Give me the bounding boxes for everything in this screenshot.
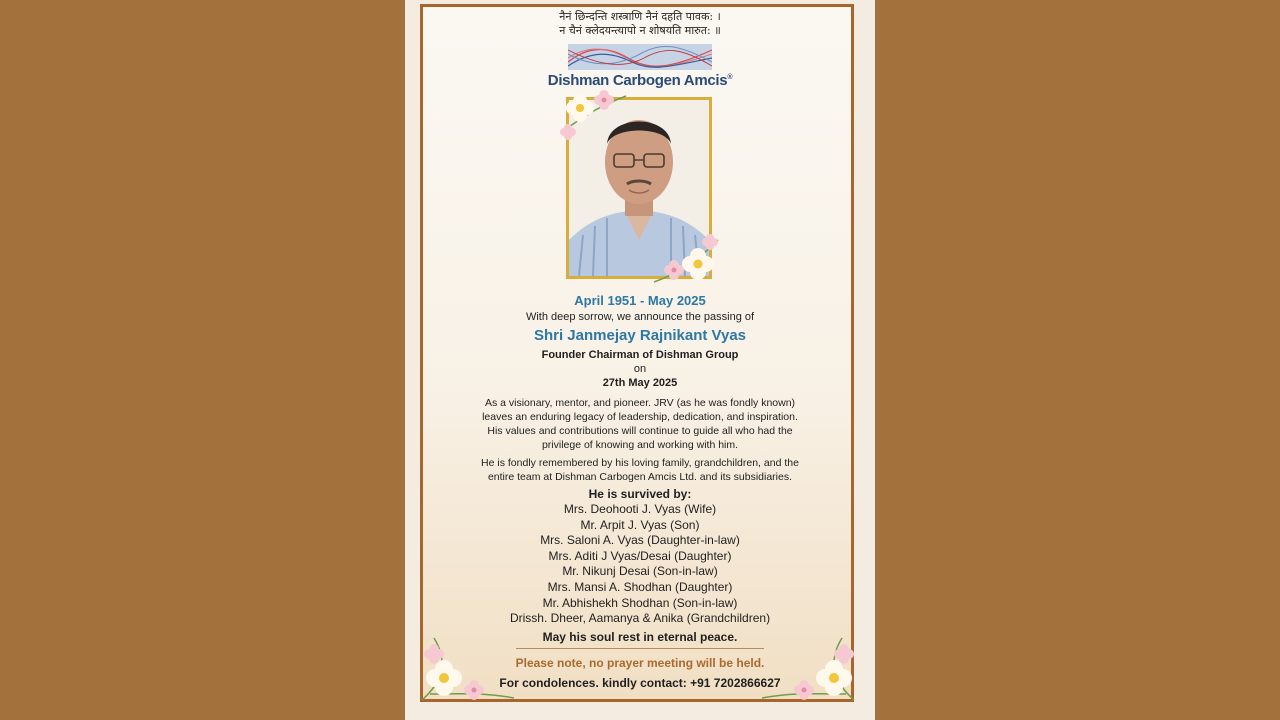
list-item: Mr. Abhishekh Shodhan (Son-in-law): [542, 595, 738, 610]
registered-mark: ®: [727, 74, 733, 81]
remembrance-line-1: He is fondly remembered by his loving family, grandchildren, and the: [481, 457, 799, 469]
list-item: Mrs. Aditi J Vyas/Desai (Daughter): [548, 548, 732, 563]
remembrance-paragraph: [0, 456, 1280, 484]
divider: [516, 648, 764, 649]
flower-decoration-icon: [652, 230, 722, 288]
condolence-contact: For condolences. kindly contact: +91 7202866627: [499, 676, 781, 690]
list-item: Mr. Arpit J. Vyas (Son): [580, 517, 700, 532]
legacy-line-4: privilege of knowing and working with him.: [541, 439, 739, 451]
legacy-line-2: leaves an enduring legacy of leadership, dedication, and inspiration.: [482, 411, 798, 423]
flower-decoration-icon: [420, 634, 516, 702]
survived-by-title: He is survived by:: [588, 487, 692, 501]
survived-by-list: [0, 502, 1280, 627]
list-item: Mr. Nikunj Desai (Son-in-law): [562, 564, 718, 579]
sanskrit-line-1: नैनं छिन्दन्ति शस्त्राणि नैनं दहति पावक: ।: [559, 10, 721, 23]
list-item: Mrs. Deohooti J. Vyas (Wife): [563, 502, 717, 516]
life-dates: April 1951 - May 2025: [574, 293, 706, 308]
deceased-title: Founder Chairman of Dishman Group: [541, 349, 739, 361]
remembrance-line-2: entire team at Dishman Carbogen Amcis Ltd. and its subsidiaries.: [487, 471, 793, 483]
prayer-meeting-note: Please note, no prayer meeting will be held.: [515, 656, 765, 670]
legacy-line-3: His values and contributions will continue to guide all who had the: [487, 425, 793, 437]
company-logo: [0, 72, 1280, 89]
passing-date: 27th May 2025: [602, 377, 678, 389]
announcement-text: With deep sorrow, we announce the passing of: [525, 311, 755, 323]
sanskrit-verse: [0, 10, 1280, 38]
logo-text: Dishman Carbogen Amcis: [547, 72, 728, 89]
sanskrit-line-2: न चैनं क्लेदयन्त्यापो न शोषयति मारुत: ॥: [559, 24, 721, 37]
legacy-paragraph: [0, 396, 1280, 452]
flower-decoration-icon: [760, 634, 856, 702]
list-item: Mrs. Mansi A. Shodhan (Daughter): [547, 579, 733, 594]
list-item: Mrs. Saloni A. Vyas (Daughter-in-law): [540, 533, 740, 548]
flower-decoration-icon: [560, 90, 630, 150]
logo-wave-icon: [568, 44, 712, 70]
deceased-name: Shri Janmejay Rajnikant Vyas: [533, 327, 747, 344]
legacy-line-1: As a visionary, mentor, and pioneer. JRV (as he was fondly known): [484, 397, 796, 409]
list-item: Drissh. Dheer, Aamanya & Anika (Grandchildren): [509, 611, 771, 626]
rest-in-peace-message: May his soul rest in eternal peace.: [542, 630, 738, 644]
on-text: on: [633, 363, 647, 375]
